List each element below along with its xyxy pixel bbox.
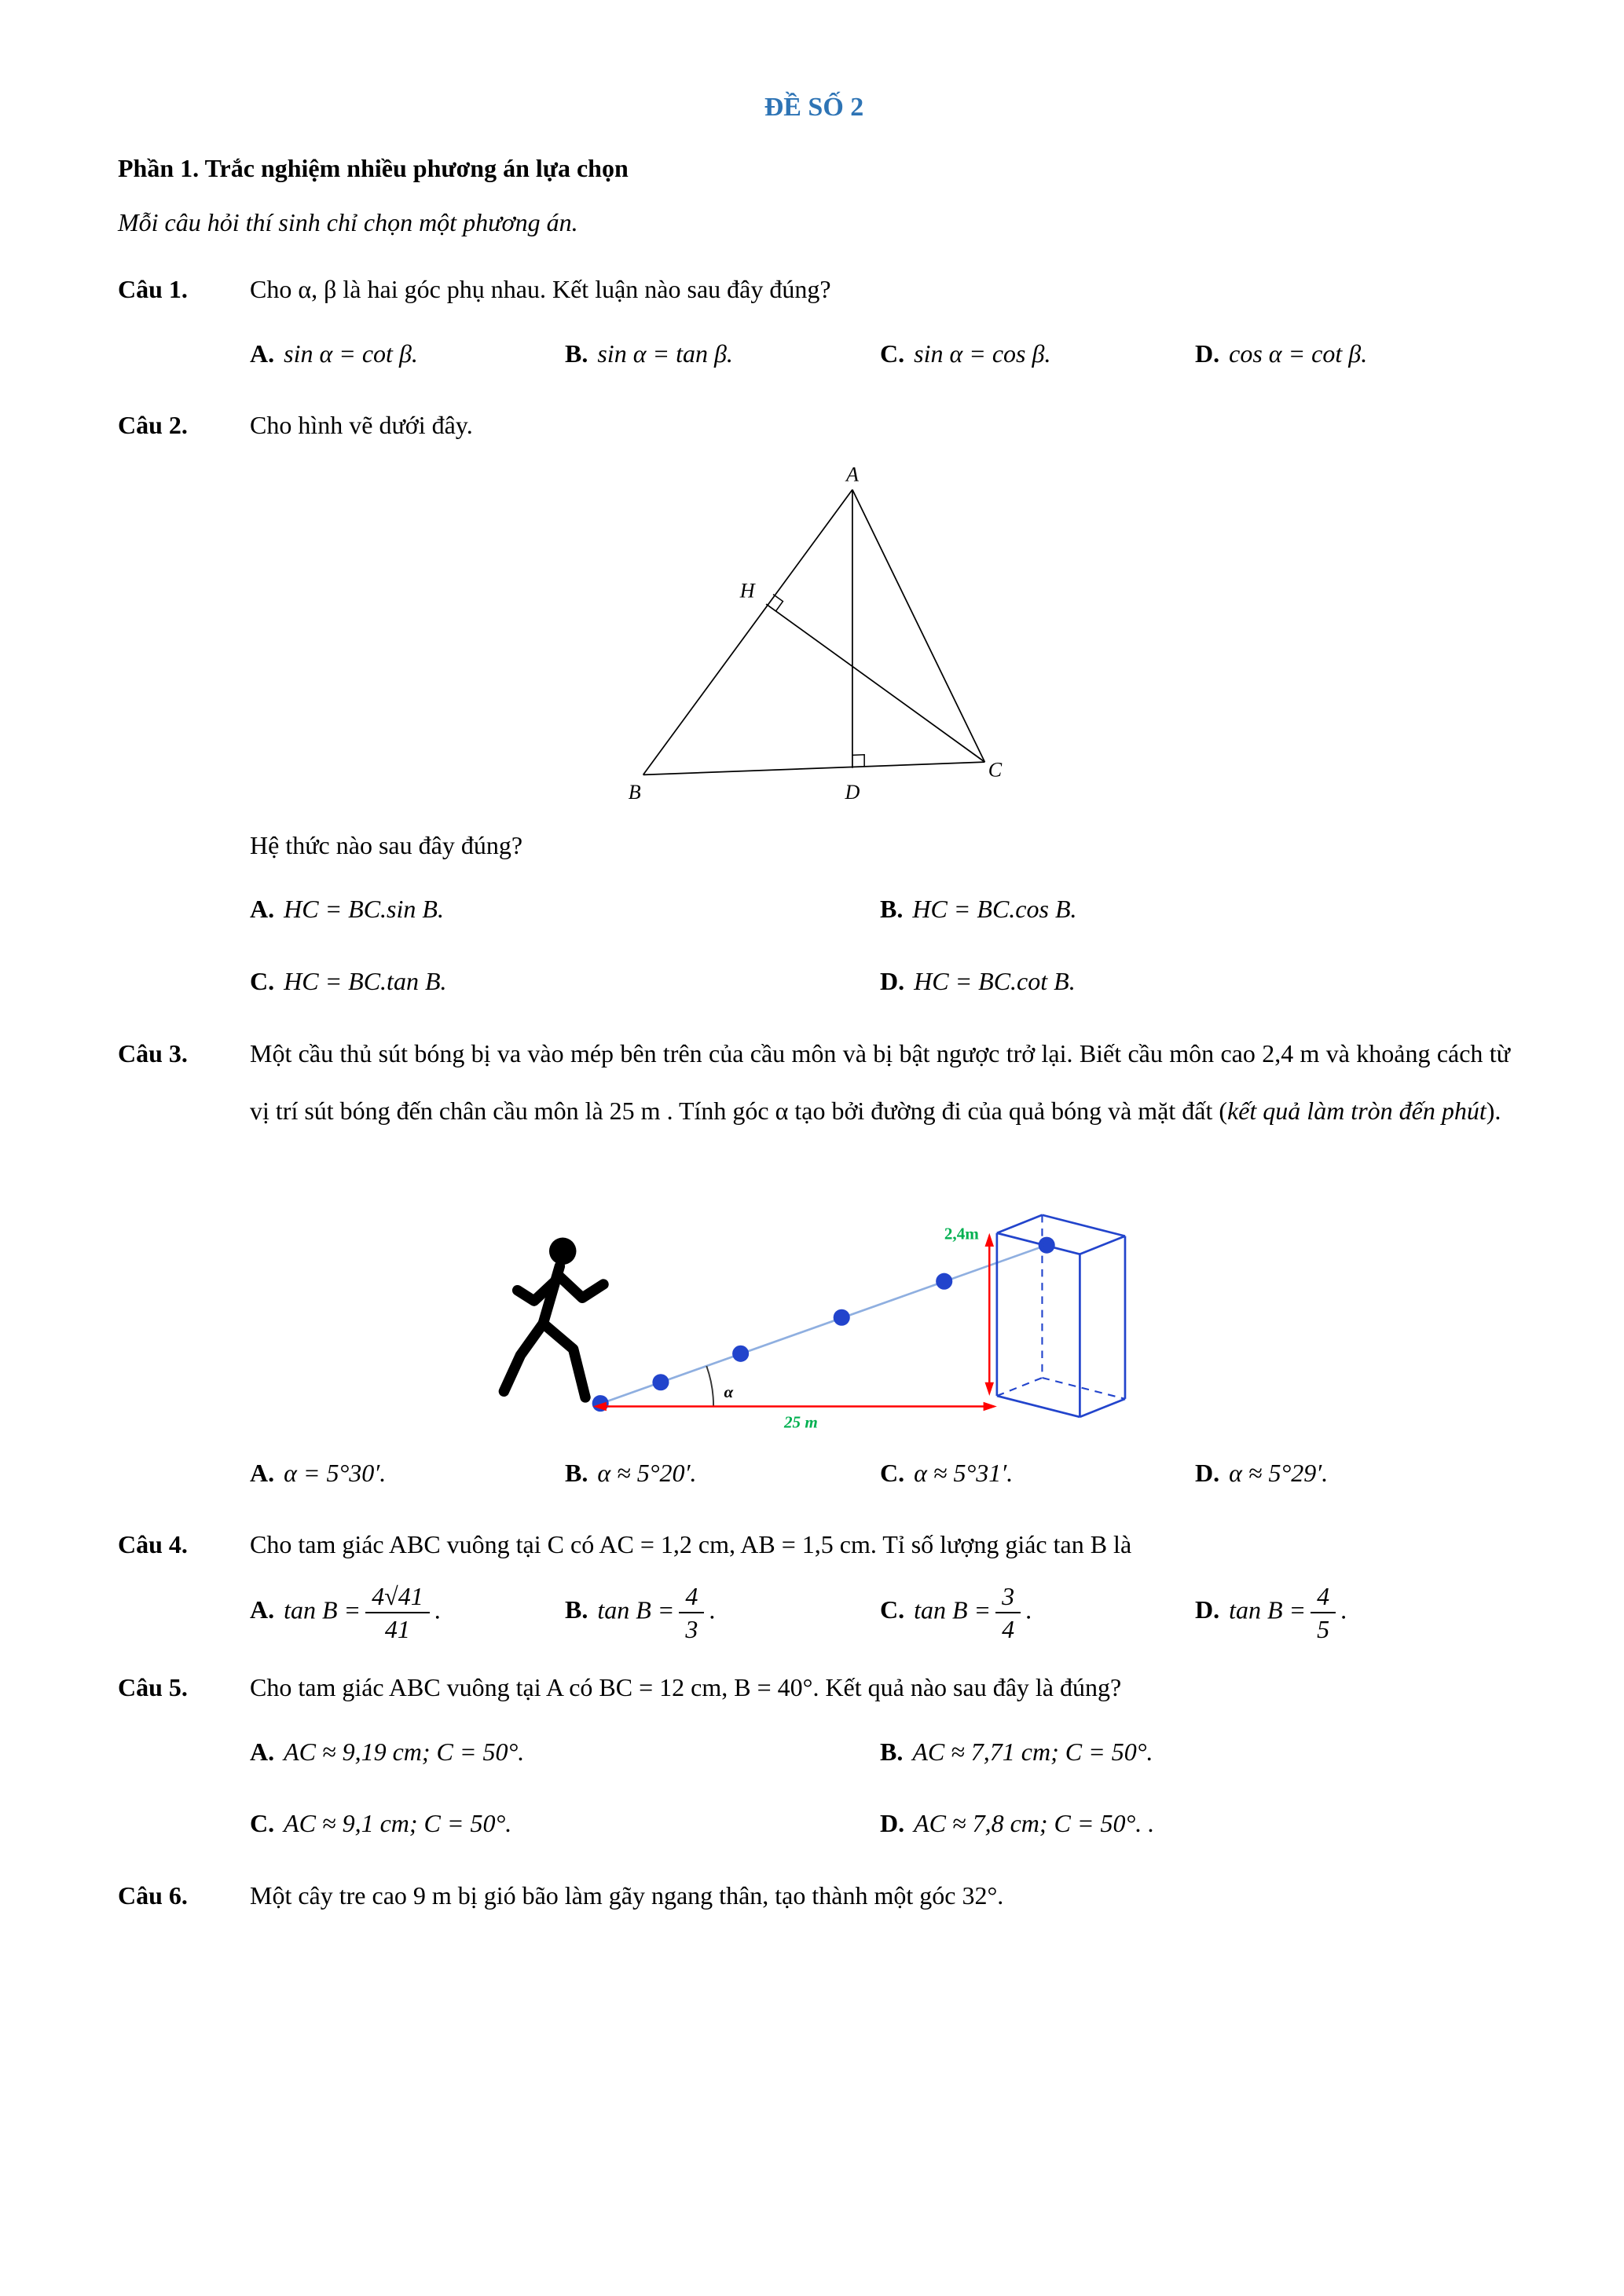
fraction	[995, 1580, 1021, 1645]
option-c	[880, 325, 1195, 383]
right-angle-marks	[773, 594, 864, 766]
fraction	[365, 1580, 430, 1645]
fraction	[679, 1580, 704, 1645]
goal-frame-hidden-edges	[997, 1215, 1125, 1399]
option-c	[880, 1445, 1195, 1503]
question-4	[118, 1516, 1510, 1645]
question-4-label: Câu 4.	[118, 1530, 188, 1559]
option-key: D.	[880, 966, 905, 995]
option-b	[880, 881, 1510, 939]
option-prefix: tan B =	[1229, 1595, 1307, 1624]
question-2-options-row-1	[250, 881, 1510, 939]
question-1-text: Cho α, β là hai góc phụ nhau. Kết luận nào sau đây đúng?	[250, 275, 831, 303]
option-key: C.	[880, 1458, 905, 1487]
triangle-figure	[618, 467, 1010, 809]
vertex-label-a: A	[845, 467, 859, 486]
question-1	[118, 261, 1510, 383]
fraction-numerator: 3	[995, 1580, 1021, 1613]
question-5-options-row-1	[250, 1723, 1510, 1782]
option-text: HC = BC.cos B.	[912, 895, 1077, 924]
question-1-options	[250, 325, 1510, 383]
option-suffix: .	[434, 1595, 441, 1624]
question-2-options-row-2	[250, 953, 1510, 1011]
option-text: HC = BC.sin B.	[284, 895, 444, 924]
option-text: α ≈ 5°31′.	[914, 1458, 1014, 1487]
goal-frame	[997, 1215, 1125, 1417]
option-text: HC = BC.tan B.	[284, 966, 447, 995]
option-prefix: tan B =	[597, 1595, 675, 1624]
angle-alpha-label: α	[724, 1382, 734, 1401]
question-5-label: Câu 5.	[118, 1672, 188, 1701]
option-text: HC = BC.cot B.	[914, 966, 1076, 995]
option-key: B.	[565, 1458, 588, 1487]
question-5-options-row-2	[250, 1795, 1510, 1853]
question-3-label: Câu 3.	[118, 1038, 188, 1067]
option-prefix: tan B =	[284, 1595, 361, 1624]
question-3-text-italic: kết quả làm tròn đến phút	[1227, 1097, 1487, 1126]
option-text: α ≈ 5°20′.	[597, 1458, 697, 1487]
option-key: B.	[880, 1737, 904, 1766]
option-key: D.	[1195, 1458, 1220, 1487]
option-d	[1195, 325, 1510, 383]
triangle-edges	[643, 489, 985, 774]
question-2-label: Câu 2.	[118, 411, 188, 440]
option-d	[880, 1795, 1510, 1853]
option-text: cos α = cot β.	[1229, 339, 1368, 368]
fraction-denominator: 41	[384, 1614, 410, 1643]
vertex-label-d: D	[845, 780, 860, 804]
option-key: B.	[565, 339, 588, 368]
fraction-denominator: 4	[1002, 1614, 1015, 1643]
option-text: AC ≈ 9,19 cm; C = 50°.	[284, 1737, 525, 1766]
option-suffix: .	[1025, 1595, 1032, 1624]
option-a	[250, 325, 565, 383]
question-6-text: Một cây tre cao 9 m bị gió bão làm gãy ngang thân, tạo thành một góc 32°.	[250, 1880, 1004, 1910]
option-b	[565, 325, 880, 383]
option-key: C.	[880, 339, 905, 368]
option-key: A.	[250, 1595, 275, 1624]
option-a	[250, 1723, 880, 1782]
option-suffix: .	[1340, 1595, 1347, 1624]
question-3	[118, 1025, 1510, 1503]
option-text: sin α = tan β.	[597, 339, 733, 368]
question-2	[118, 397, 1510, 1010]
option-key: C.	[880, 1595, 905, 1624]
option-d	[1195, 1580, 1510, 1645]
option-d	[880, 953, 1510, 1011]
height-arrow	[985, 1233, 995, 1396]
fraction-denominator: 3	[685, 1614, 698, 1643]
fraction-denominator: 5	[1317, 1614, 1330, 1643]
option-prefix: tan B =	[914, 1595, 992, 1624]
option-key: A.	[250, 1458, 275, 1487]
option-key: A.	[250, 1737, 275, 1766]
height-label: 2,4m	[944, 1224, 979, 1243]
option-key: C.	[250, 1809, 275, 1838]
option-c	[880, 1580, 1195, 1645]
question-3-text-end: ).	[1486, 1097, 1501, 1126]
question-3-text	[250, 1025, 1510, 1141]
option-text: α ≈ 5°29′.	[1229, 1458, 1329, 1487]
question-3-options	[250, 1445, 1510, 1503]
option-text: α = 5°30′.	[284, 1458, 387, 1487]
distance-label: 25 m	[784, 1412, 818, 1432]
question-4-text: Cho tam giác ABC vuông tại C có AC = 1,2 cm, AB = 1,5 cm. Tỉ số lượng giác tan B là	[250, 1530, 1132, 1559]
option-key: D.	[880, 1809, 905, 1838]
question-6-label: Câu 6.	[118, 1880, 188, 1910]
option-suffix: .	[709, 1595, 716, 1624]
question-3-text-main: Một cầu thủ sút bóng bị va vào mép bên trên của cầu môn và bị bật ngược trở lại. Biết cầu môn cao 2,4 m và khoảng cách từ vị trí sút bóng đến chân cầu môn là 25 m . Tính góc α tạo bởi đường đi của quả bóng và mặt đất (	[250, 1038, 1510, 1126]
option-a	[250, 881, 880, 939]
option-b	[880, 1723, 1510, 1782]
question-6	[118, 1867, 1510, 1925]
vertex-label-c: C	[988, 758, 1003, 782]
distance-arrow	[593, 1401, 997, 1411]
doc-title: ĐỀ SỐ 2	[764, 93, 864, 122]
question-5	[118, 1659, 1510, 1853]
soccer-goal-figure	[487, 1155, 1241, 1434]
option-b	[565, 1580, 880, 1645]
option-key: B.	[565, 1595, 588, 1624]
option-key: D.	[1195, 1595, 1220, 1624]
question-5-text: Cho tam giác ABC vuông tại A có BC = 12 cm, B = 40°. Kết quả nào sau đây là đúng?	[250, 1672, 1122, 1701]
option-text: AC ≈ 7,8 cm; C = 50°. .	[914, 1809, 1155, 1838]
option-d	[1195, 1445, 1510, 1503]
part1-heading: Phần 1. Trắc nghiệm nhiều phương án lựa chọn	[118, 154, 629, 182]
option-c	[250, 1795, 880, 1853]
option-key: C.	[250, 966, 275, 995]
option-b	[565, 1445, 880, 1503]
option-text: sin α = cos β.	[914, 339, 1051, 368]
question-2-text: Cho hình vẽ dưới đây.	[250, 411, 473, 440]
option-key: A.	[250, 339, 275, 368]
option-a	[250, 1580, 565, 1645]
option-c	[250, 953, 880, 1011]
option-key: A.	[250, 895, 275, 924]
question-4-options	[250, 1580, 1510, 1645]
fraction-numerator: 4√41	[365, 1580, 430, 1613]
option-key: B.	[880, 895, 904, 924]
angle-arc	[706, 1366, 713, 1406]
fraction-numerator: 4	[1311, 1580, 1336, 1613]
vertex-label-b: B	[628, 780, 641, 804]
option-text: sin α = cot β.	[284, 339, 418, 368]
option-key: D.	[1195, 339, 1220, 368]
vertex-label-h: H	[739, 579, 755, 602]
option-text: AC ≈ 9,1 cm; C = 50°.	[284, 1809, 512, 1838]
fraction	[1311, 1580, 1336, 1645]
option-text: AC ≈ 7,71 cm; C = 50°.	[912, 1737, 1153, 1766]
fraction-numerator: 4	[679, 1580, 704, 1613]
question-1-label: Câu 1.	[118, 275, 188, 303]
option-a	[250, 1445, 565, 1503]
part1-note: Mỗi câu hỏi thí sinh chỉ chọn một phương án.	[118, 208, 578, 236]
question-2-prompt: Hệ thức nào sau đây đúng?	[250, 830, 523, 859]
player-silhouette	[504, 1237, 603, 1397]
